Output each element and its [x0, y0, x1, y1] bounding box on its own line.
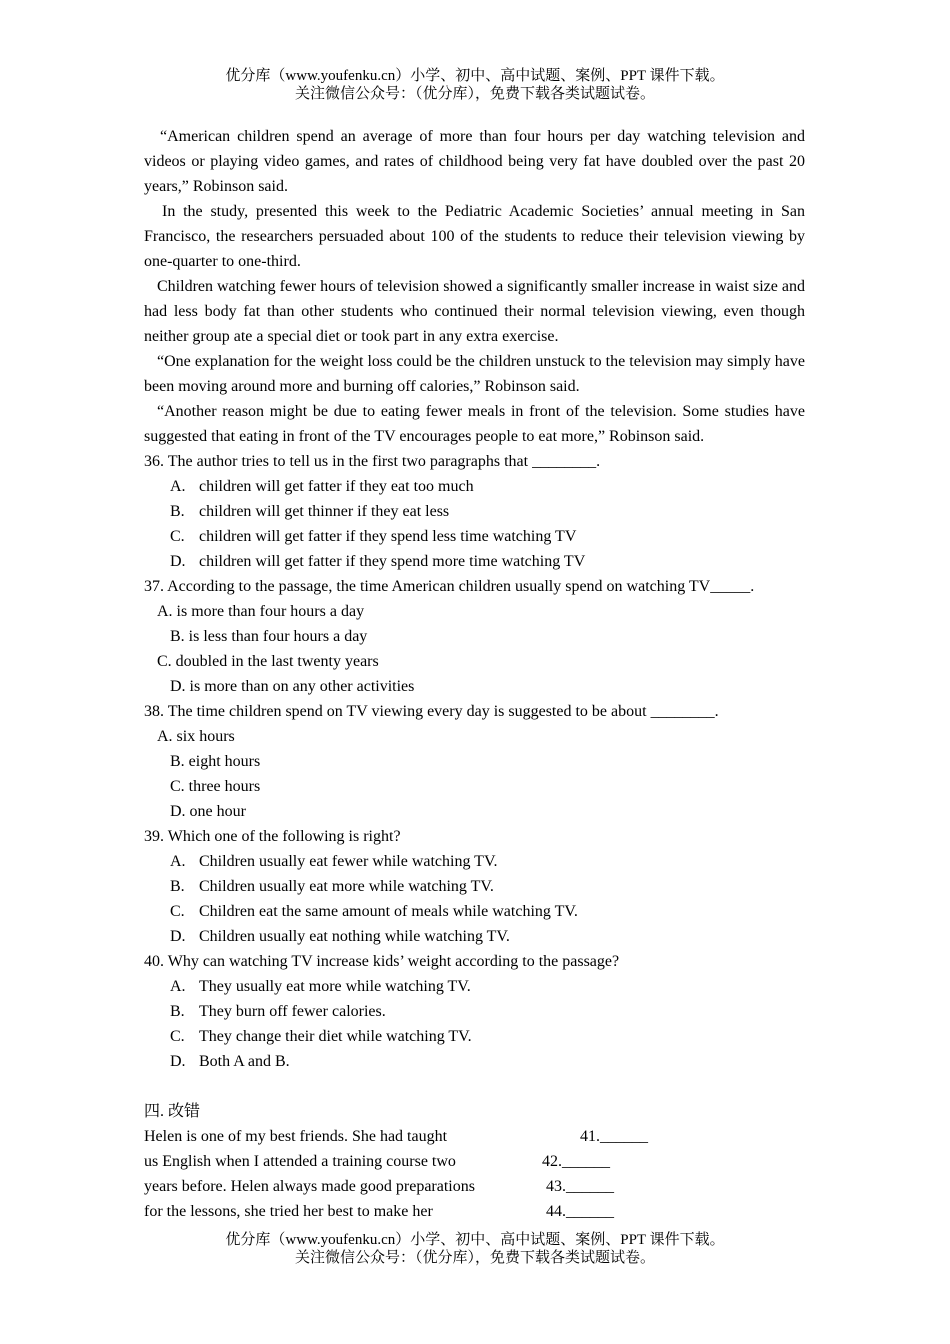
- option-letter: A.: [170, 978, 186, 995]
- passage-paragraph-2: In the study, presented this week to the Pediatric Academic Societies’ annual meeting in San Francisco, the researchers persuaded about 100 of the students to reduce their television viewing by one-quarter to one-third.: [144, 203, 805, 270]
- question-36-option-d: [144, 549, 805, 574]
- option-text: Children eat the same amount of meals while watching TV.: [199, 903, 578, 920]
- option-text: They burn off fewer calories.: [199, 1003, 386, 1020]
- option-letter: A.: [170, 853, 186, 870]
- footer-line-1: 优分库（www.youfenku.cn）小学、初中、高中试题、案例、PPT 课件下载。: [225, 1232, 725, 1248]
- question-39-option-b: [144, 874, 805, 899]
- answer-blank-43: 43.______: [546, 1178, 614, 1195]
- option-letter: D.: [170, 553, 186, 570]
- option-letter: D.: [170, 1053, 186, 1070]
- question-37-option-c: C. doubled in the last twenty years: [157, 653, 379, 670]
- error-line-43: [144, 1174, 805, 1199]
- question-37-stem: 37. According to the passage, the time American children usually spend on watching TV_____.: [144, 578, 755, 595]
- question-38-stem: 38. The time children spend on TV viewing every day is suggested to be about ________.: [144, 703, 719, 720]
- question-38-option-a: A. six hours: [157, 728, 235, 745]
- option-letter: C.: [170, 528, 185, 545]
- footer-line-2: 关注微信公众号：（优分库），免费下载各类试题试卷。: [294, 1250, 655, 1266]
- passage-paragraph-3: Children watching fewer hours of television showed a significantly smaller increase in waist size and had less body fat than other students who continued their normal television viewing, even though neither group ate a special diet or took part in any extra exercise.: [144, 278, 805, 345]
- answer-blank-42: 42.______: [542, 1153, 610, 1170]
- answer-blank-44: 44.______: [546, 1203, 614, 1220]
- question-39-option-d: [144, 924, 805, 949]
- option-letter: A.: [170, 478, 186, 495]
- error-line-42: [144, 1149, 805, 1174]
- option-text: children will get fatter if they eat too much: [199, 478, 474, 495]
- header-line-2: 关注微信公众号：（优分库），免费下载各类试题试卷。: [294, 86, 655, 102]
- option-letter: C.: [170, 1028, 185, 1045]
- question-40-stem: 40. Why can watching TV increase kids’ weight according to the passage?: [144, 953, 620, 970]
- page-header: [0, 67, 950, 103]
- question-39-stem: 39. Which one of the following is right?: [144, 828, 401, 845]
- question-38-option-b: B. eight hours: [170, 753, 261, 770]
- option-letter: B.: [170, 878, 185, 895]
- option-text: Children usually eat nothing while watching TV.: [199, 928, 510, 945]
- question-38-option-d: D. one hour: [170, 803, 246, 820]
- answer-blank-41: 41.______: [580, 1128, 648, 1145]
- page-footer: [0, 1231, 950, 1267]
- option-letter: B.: [170, 503, 185, 520]
- option-text: children will get thinner if they eat less: [199, 503, 450, 520]
- error-line-text: for the lessons, she tried her best to make her: [144, 1203, 433, 1220]
- option-letter: D.: [170, 928, 186, 945]
- question-40-option-a: [144, 974, 805, 999]
- passage-paragraph-1: “American children spend an average of more than four hours per day watching television and videos or playing video games, and rates of childhood being very fat have doubled over the past 20 years,” Robinson said.: [144, 128, 805, 195]
- question-37-option-d: D. is more than on any other activities: [170, 678, 415, 695]
- document-body: [144, 124, 805, 1224]
- header-line-1: 优分库（www.youfenku.cn）小学、初中、高中试题、案例、PPT 课件下载。: [225, 68, 725, 84]
- question-36-stem: 36. The author tries to tell us in the first two paragraphs that ________.: [144, 453, 601, 470]
- question-38-option-c: C. three hours: [170, 778, 261, 795]
- question-39-option-a: [144, 849, 805, 874]
- option-text: They change their diet while watching TV.: [199, 1028, 472, 1045]
- option-text: children will get fatter if they spend more time watching TV: [199, 553, 586, 570]
- option-text: They usually eat more while watching TV.: [199, 978, 471, 995]
- option-text: Children usually eat fewer while watching TV.: [199, 853, 498, 870]
- error-correction-title: 四. 改错: [144, 1103, 201, 1120]
- error-line-text: Helen is one of my best friends. She had taught: [144, 1128, 448, 1145]
- error-line-44: [144, 1199, 805, 1224]
- question-37-option-b: B. is less than four hours a day: [170, 628, 368, 645]
- question-36-option-b: [144, 499, 805, 524]
- question-36-option-c: [144, 524, 805, 549]
- error-line-text: us English when I attended a training course two: [144, 1153, 456, 1170]
- option-text: Both A and B.: [199, 1053, 290, 1070]
- option-letter: C.: [170, 903, 185, 920]
- question-36-option-a: [144, 474, 805, 499]
- passage-paragraph-5: “Another reason might be due to eating fewer meals in front of the television. Some studies have suggested that eating in front of the TV encourages people to eat more,” Robinson said.: [144, 403, 805, 445]
- question-40-option-c: [144, 1024, 805, 1049]
- error-line-41: [144, 1124, 805, 1149]
- error-line-text: years before. Helen always made good preparations: [144, 1178, 475, 1195]
- option-letter: B.: [170, 1003, 185, 1020]
- question-40-option-b: [144, 999, 805, 1024]
- question-37-option-a: A. is more than four hours a day: [157, 603, 365, 620]
- option-text: Children usually eat more while watching TV.: [199, 878, 494, 895]
- question-40-option-d: [144, 1049, 805, 1074]
- question-39-option-c: [144, 899, 805, 924]
- option-text: children will get fatter if they spend less time watching TV: [199, 528, 577, 545]
- passage-paragraph-4: “One explanation for the weight loss could be the children unstuck to the television may simply have been moving around more and burning off calories,” Robinson said.: [144, 353, 805, 395]
